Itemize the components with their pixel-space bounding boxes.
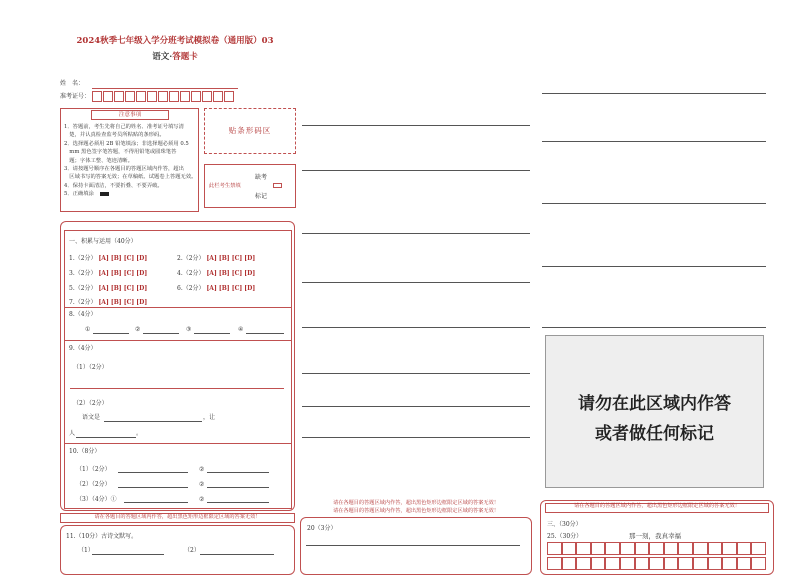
essay-grid-cell[interactable] [664, 542, 679, 555]
essay-grid-cell[interactable] [693, 542, 708, 555]
essay-grid-cell[interactable] [708, 557, 723, 570]
subject-line [0, 50, 350, 62]
q9-text3: 人 [69, 430, 76, 437]
q9-blank-2[interactable] [76, 437, 136, 438]
exam-no-cell[interactable] [103, 91, 113, 102]
no-write-area [545, 335, 764, 488]
essay-grid-cell[interactable] [649, 542, 664, 555]
no-write-text-1: 请勿在此区域内作答 [578, 394, 731, 414]
q10-blank[interactable] [207, 487, 269, 488]
q10-label: 10.（8分） [69, 448, 101, 455]
mc-q-label: 2.（2分） [177, 255, 205, 262]
q10-row3-a: （3）（4分）① [76, 496, 117, 503]
q9-text2: ，让 [203, 414, 216, 421]
answer-line[interactable] [302, 170, 530, 171]
essay-grid-cell[interactable] [576, 542, 591, 555]
warning-text-4: 请在各题目的答题区域内作答，超出黑色矩形边框限定区域的答案无效！ [573, 503, 740, 509]
q9-text4: 。 [136, 430, 143, 437]
divider [64, 307, 292, 308]
answer-line[interactable] [542, 93, 766, 94]
mc-options[interactable]: [A] [B] [C] [D] [206, 255, 256, 262]
mc-options[interactable]: [A] [B] [C] [D] [98, 299, 148, 306]
mc-q7[interactable] [69, 297, 147, 306]
mc-q4[interactable] [177, 268, 255, 277]
q8-blank-2[interactable] [143, 333, 179, 334]
q9-label: 9.（4分） [69, 345, 97, 352]
essay-grid-cell[interactable] [591, 542, 606, 555]
q10-blank[interactable] [124, 502, 188, 503]
warning-text-3: 请在各题目的答题区域内作答，超出黑色矩形边框限定区域的答案无效！ [332, 508, 499, 514]
mc-q3[interactable] [69, 268, 147, 277]
essay-grid-cell[interactable] [693, 557, 708, 570]
mc-q-label: 3.（2分） [69, 270, 97, 277]
essay-grid-cell[interactable] [664, 557, 679, 570]
absent-note: 此栏考生禁填 [209, 183, 241, 189]
q10-row3-b: ② [199, 496, 205, 503]
q9-sub2: （2）（2分） [73, 400, 108, 407]
q10-row1-a: （1）（2分） [76, 466, 111, 473]
no-write-text-2: 或者做任何标记 [595, 424, 714, 444]
section3-heading: 三、（30分） [547, 521, 582, 528]
exam-title: 2024秋季七年级入学分班考试模拟卷（通用版）03 [76, 36, 274, 46]
q11-mark-1: （1） [78, 547, 94, 554]
mc-q1[interactable] [69, 253, 147, 262]
answer-line[interactable] [302, 406, 530, 407]
notice-item: 2．选择题必须用 2B 铅笔填涂；非选择题必须用 0.5 [64, 140, 189, 147]
essay-grid-cell[interactable] [635, 542, 650, 555]
answer-card-label: 答题卡 [172, 52, 198, 62]
q10-row2-b: ② [199, 481, 205, 488]
q8-mark-2: ② [135, 326, 141, 333]
notice-item: 1．答题前，考生先将自己的姓名、准考证号填写清 [64, 124, 184, 130]
mc-options[interactable]: [A] [B] [C] [D] [98, 285, 148, 292]
section1-heading: 一、积累与运用（40分） [69, 238, 137, 245]
mc-q-label: 5.（2分） [69, 285, 97, 292]
notice-item [64, 190, 196, 198]
divider [64, 340, 292, 341]
exam-no-cell[interactable] [169, 91, 179, 102]
notice-item: mm 黑色签字笔答题，不得用铅笔或圆珠笔答 [64, 149, 177, 156]
answer-line[interactable] [302, 233, 530, 234]
q25-label: 25.（30分） [547, 533, 583, 540]
exam-no-cell[interactable] [158, 91, 168, 102]
q8-blank-3[interactable] [194, 333, 230, 334]
essay-grid-cell[interactable] [547, 542, 562, 555]
q20-label: 20（3分） [307, 525, 337, 532]
q11-mark-2: （2） [184, 547, 200, 554]
q10-row1-b: ② [199, 466, 205, 473]
mc-options[interactable]: [A] [B] [C] [D] [98, 270, 148, 277]
mc-options[interactable]: [A] [B] [C] [D] [98, 255, 148, 262]
exam-no-label: 准考证号： [60, 93, 91, 100]
q9-answer-line[interactable] [70, 388, 284, 389]
essay-grid-cell[interactable] [737, 542, 752, 555]
mc-q-label: 7.（2分） [69, 299, 97, 306]
q11-blank-1[interactable] [92, 554, 164, 555]
answer-line[interactable] [542, 141, 766, 142]
notice-item: 4．保持卡面清洁，不要折叠、不要弄破。 [64, 182, 163, 189]
notice-item: 3．请按题号顺序在各题目的答题区域内作答，超出 [64, 166, 184, 173]
warning-text-1: 请在各题目的答题区域内作答，超出黑色矩形边框限定区域的答案无效！ [94, 514, 261, 520]
q9-sub1: （1）（2分） [73, 364, 108, 371]
warning-text-2: 请在各题目的答题区域内作答，超出黑色矩形边框限定区域的答案无效！ [332, 500, 499, 506]
exam-no-cell[interactable] [191, 91, 201, 102]
essay-grid-cell[interactable] [562, 542, 577, 555]
mc-options[interactable]: [A] [B] [C] [D] [206, 270, 256, 277]
mc-q-label: 6.（2分） [177, 285, 205, 292]
essay-grid-cell[interactable] [751, 542, 766, 555]
answer-line[interactable] [302, 327, 530, 328]
q8-mark-4: ④ [238, 326, 244, 333]
q10-blank[interactable] [118, 472, 188, 473]
q8-label: 8.（4分） [69, 311, 97, 318]
mc-q2[interactable] [177, 253, 255, 262]
essay-grid-cell[interactable] [678, 542, 693, 555]
filled-bubble-sample [100, 192, 109, 196]
essay-grid-cell[interactable] [708, 542, 723, 555]
barcode-label: 贴条形码区 [228, 126, 272, 135]
divider [64, 443, 292, 444]
essay-grid-cell[interactable] [635, 557, 650, 570]
exam-no-cell[interactable] [136, 91, 146, 102]
answer-line[interactable] [302, 437, 530, 438]
answer-line[interactable] [302, 125, 530, 126]
essay-grid-cell[interactable] [722, 542, 737, 555]
exam-no-cell[interactable] [125, 91, 135, 102]
q8-mark-3: ③ [186, 326, 192, 333]
exam-no-cell[interactable] [224, 91, 234, 102]
q11-label: 11.（10分）古诗文默写。 [66, 533, 138, 540]
absent-label-1: 缺考 [255, 174, 268, 181]
q8-blank-1[interactable] [93, 333, 129, 334]
answer-line[interactable] [302, 373, 530, 374]
q10-row2-a: （2）（2分） [76, 481, 111, 488]
barcode-area [204, 108, 296, 154]
exam-no-cell[interactable] [92, 91, 102, 102]
notice-title: 注意事项 [91, 110, 169, 120]
essay-grid-cell[interactable] [737, 557, 752, 570]
answer-line[interactable] [542, 266, 766, 267]
mc-q-label: 1.（2分） [69, 255, 97, 262]
essay-grid-cell[interactable] [591, 557, 606, 570]
notice-item: 题；字体工整、笔迹清晰。 [64, 157, 133, 164]
mc-q6[interactable] [177, 283, 255, 292]
q8-mark-1: ① [85, 326, 91, 333]
essay-grid-cell[interactable] [722, 557, 737, 570]
name-label: 姓 名： [60, 80, 85, 87]
exam-no-cell[interactable] [180, 91, 190, 102]
answer-line[interactable] [542, 203, 766, 204]
exam-no-cell[interactable] [213, 91, 223, 102]
notice-item: 楚，并认真检查监考员所粘贴的条形码。 [64, 132, 165, 139]
q10-blank[interactable] [207, 472, 269, 473]
essay-grid-cell[interactable] [576, 557, 591, 570]
mc-q-label: 4.（2分） [177, 270, 205, 277]
absent-label-2: 标记 [255, 193, 268, 200]
absent-box [204, 164, 296, 208]
q8-blank-4[interactable] [246, 333, 284, 334]
essay-grid-cell[interactable] [605, 542, 620, 555]
q9-text1: 语文是 [82, 414, 101, 421]
q10-blank[interactable] [207, 502, 269, 503]
absent-checkbox[interactable] [273, 183, 282, 188]
notice-list [64, 123, 196, 199]
essay-title: 那一刻，我真幸福 [629, 532, 681, 540]
answer-line[interactable] [542, 327, 766, 328]
notice-item-text: 5．正确填涂 [64, 191, 94, 198]
exam-no-cell[interactable] [147, 91, 157, 102]
essay-grid-cell[interactable] [620, 542, 635, 555]
essay-grid-cell[interactable] [678, 557, 693, 570]
essay-grid-cell[interactable] [562, 557, 577, 570]
name-field[interactable] [92, 88, 238, 89]
answer-line[interactable] [302, 282, 530, 283]
notice-box [60, 108, 199, 212]
essay-grid-cell[interactable] [751, 557, 766, 570]
exam-no-cell[interactable] [202, 91, 212, 102]
q11-blank-2[interactable] [200, 554, 274, 555]
exam-no-cell[interactable] [114, 91, 124, 102]
mc-q5[interactable] [69, 283, 147, 292]
mc-options[interactable]: [A] [B] [C] [D] [206, 285, 256, 292]
essay-grid-cell[interactable] [649, 557, 664, 570]
essay-grid-cell[interactable] [605, 557, 620, 570]
notice-item: 区域书写的答案无效；在草稿纸、试题卷上答题无效。 [64, 174, 197, 181]
q20-answer-line[interactable] [306, 545, 520, 546]
subject-sep: · [169, 52, 173, 62]
essay-grid-cell[interactable] [547, 557, 562, 570]
q9-blank-1[interactable] [104, 421, 202, 422]
essay-grid-cell[interactable] [620, 557, 635, 570]
q10-blank[interactable] [118, 487, 188, 488]
subject-name: 语文 [152, 52, 170, 62]
